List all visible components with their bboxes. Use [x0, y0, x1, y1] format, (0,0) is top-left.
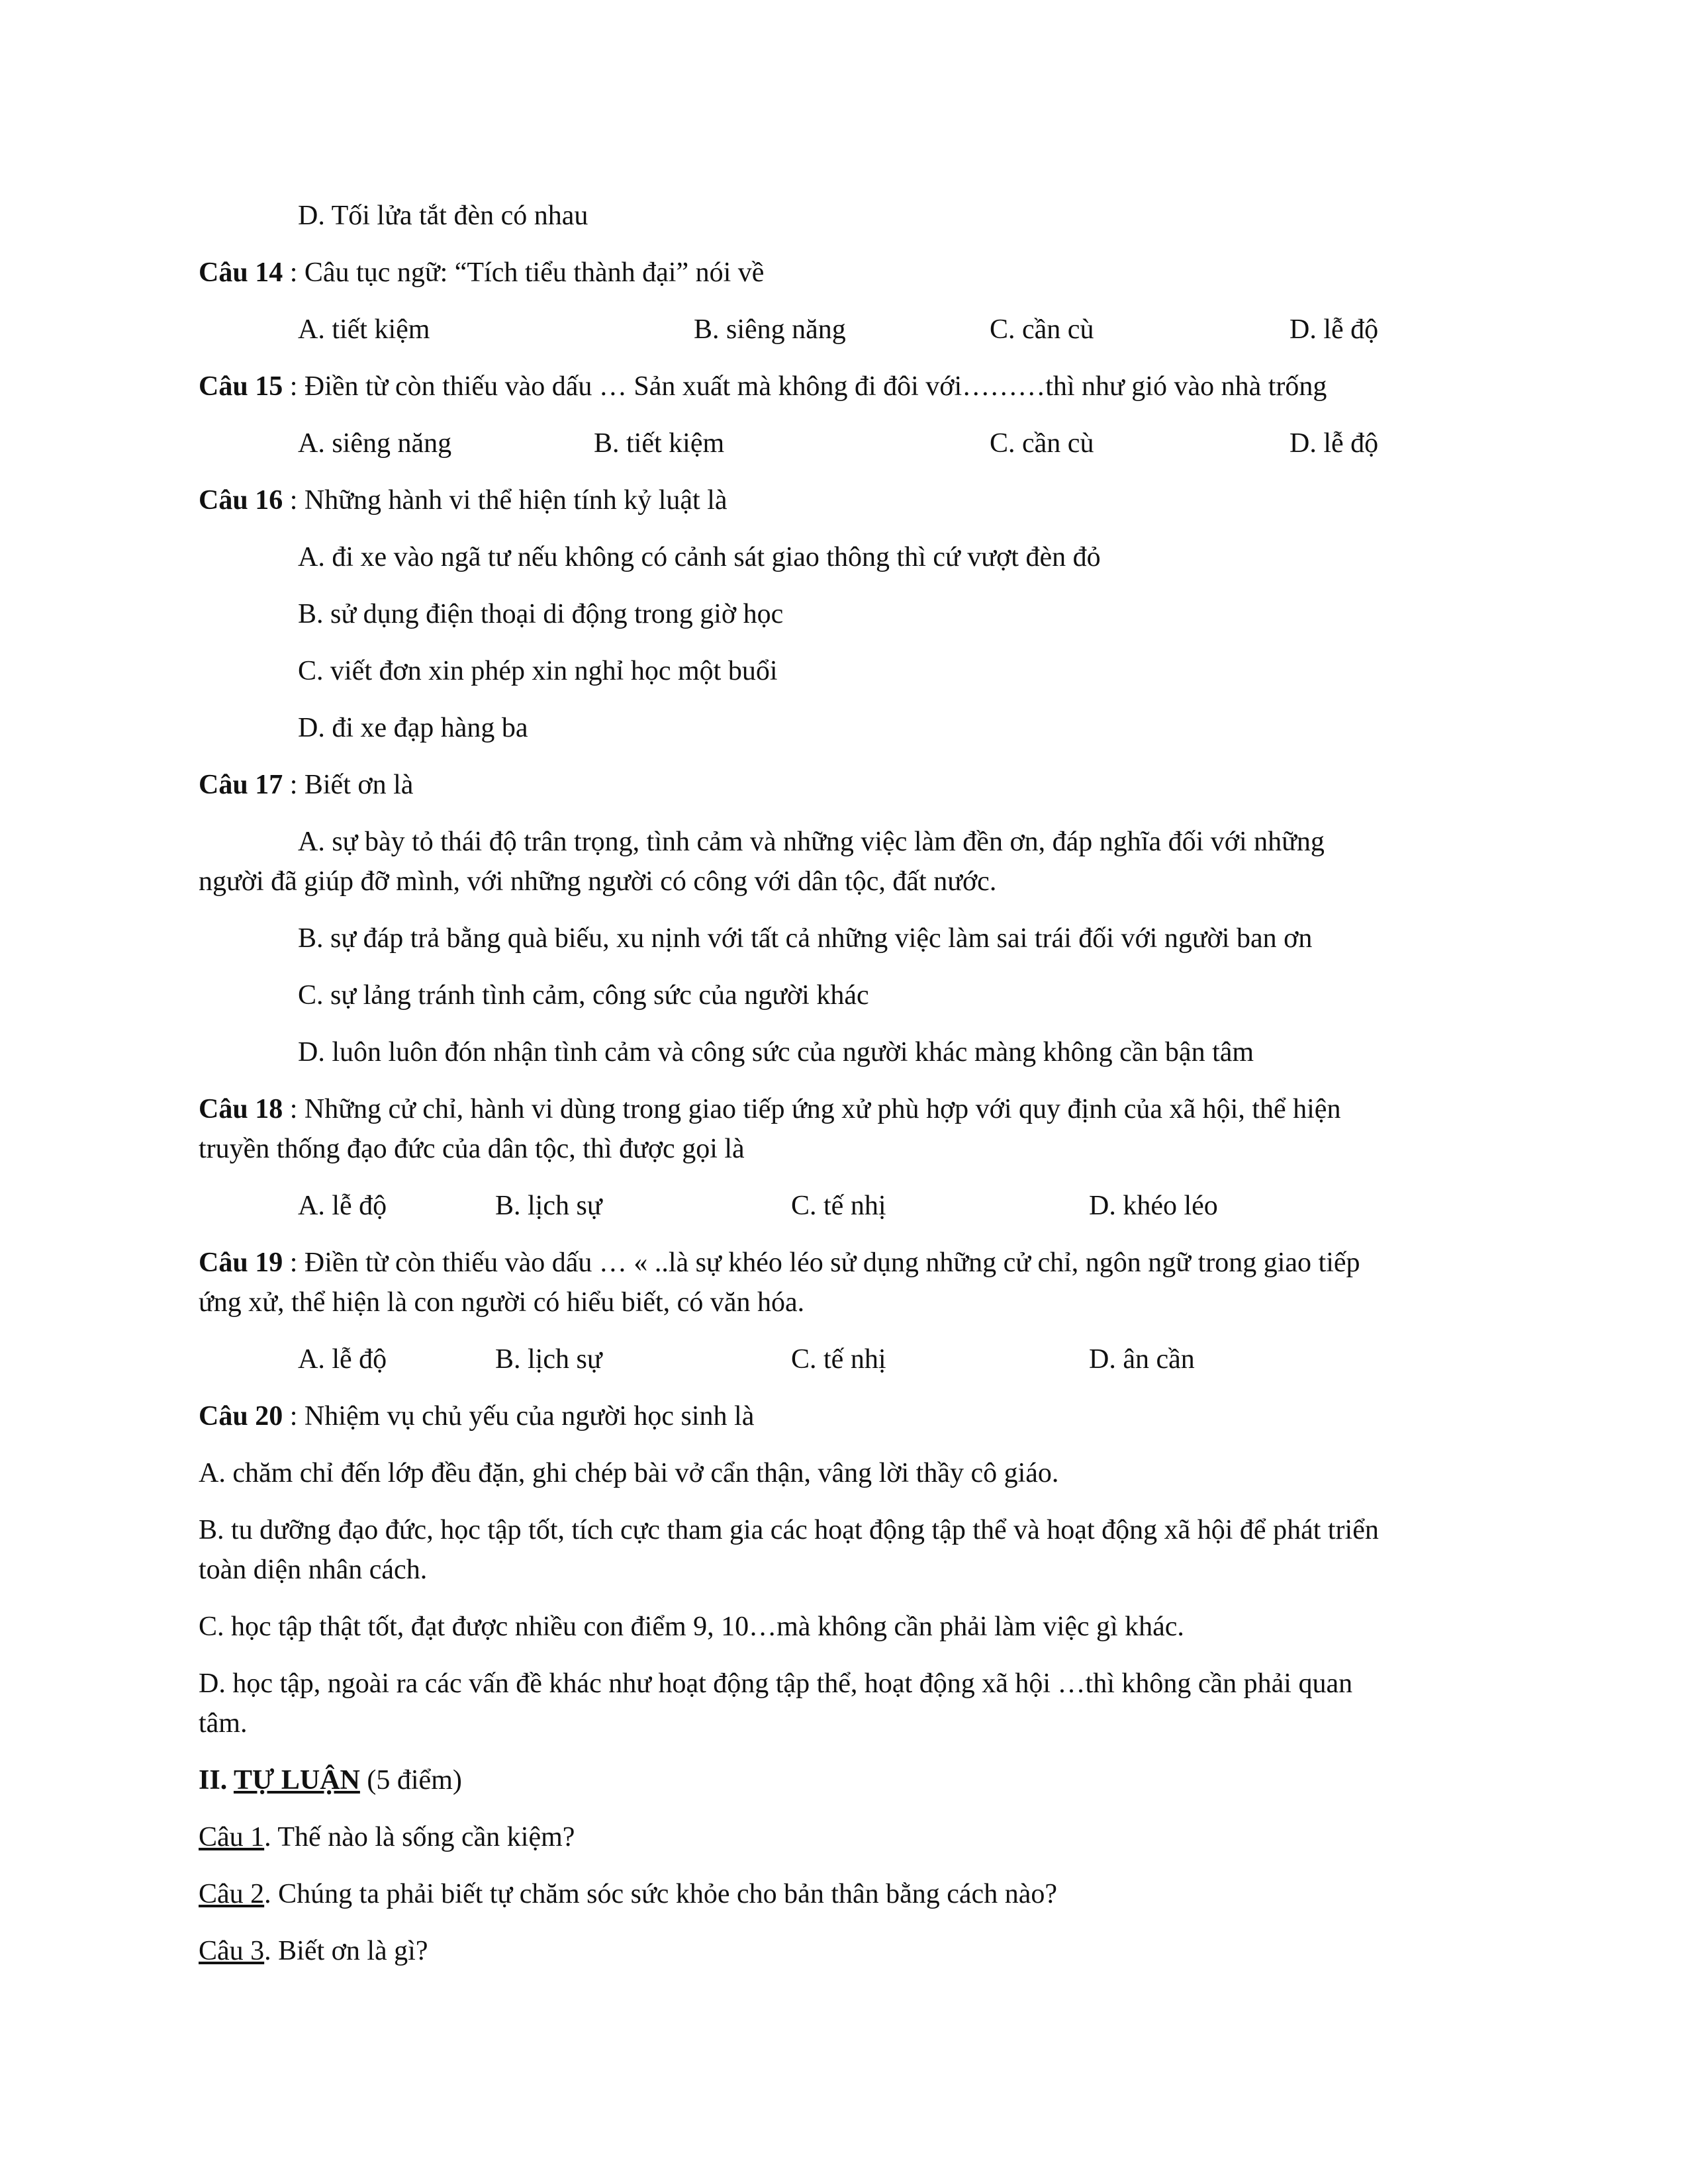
essay-question-3 [0, 1931, 1688, 1971]
q15-option-b: B. tiết kiệm [594, 428, 725, 459]
q17-option-b: B. sự đáp trả bằng quà biếu, xu nịnh với tất cả những việc làm sai trái đối với người ban ơn [298, 923, 1313, 954]
q15-option-d: D. lễ độ [1289, 428, 1379, 459]
q20-option-b-line2: toàn diện nhân cách. [199, 1555, 428, 1585]
q16-option-a: A. đi xe vào ngã tư nếu không có cảnh sát giao thông thì cứ vượt đèn đỏ [298, 542, 1101, 572]
q19-stem-line1 [0, 1243, 1688, 1283]
q17-option-a-line2: người đã giúp đỡ mình, với những người có công với dân tộc, đất nước. [199, 866, 997, 897]
q17-option-a-line1: A. sự bày tỏ thái độ trân trọng, tình cảm và những việc làm đền ơn, đáp nghĩa đối với những [298, 827, 1325, 857]
q14-option-b: B. siêng năng [694, 314, 846, 345]
q16-number: Câu 16 [199, 485, 283, 516]
q14-text: : Câu tục ngữ: “Tích tiểu thành đại” nói về [283, 257, 765, 288]
q19-text: : Điền từ còn thiếu vào dấu … « ..là sự khéo léo sử dụng những cử chỉ, ngôn ngữ trong giao tiếp [283, 1248, 1360, 1278]
q19-option-a: A. lễ độ [298, 1344, 387, 1375]
q18-stem-line2: truyền thống đạo đức của dân tộc, thì được gọi là [199, 1134, 745, 1164]
q17-option-c: C. sự lảng tránh tình cảm, công sức của người khác [298, 980, 869, 1011]
q15-option-c: C. cần cù [990, 428, 1094, 459]
q14-stem [0, 253, 1688, 293]
q18-option-d: D. khéo léo [1089, 1191, 1218, 1221]
q15-option-a: A. siêng năng [298, 428, 452, 459]
q18-option-a: A. lễ độ [298, 1191, 387, 1221]
q20-option-d-line2: tâm. [199, 1708, 248, 1739]
q17-stem [0, 765, 1688, 805]
essay-question-text: . Thế nào là sống cần kiệm? [264, 1822, 575, 1852]
essay-question-label: Câu 3 [199, 1936, 265, 1966]
q14-option-a: A. tiết kiệm [298, 314, 430, 345]
q17-option-d: D. luôn luôn đón nhận tình cảm và công sức của người khác màng không cần bận tâm [298, 1037, 1254, 1068]
q16-option-b: B. sử dụng điện thoại di động trong giờ học [298, 599, 784, 629]
q15-number: Câu 15 [199, 371, 283, 402]
section-points: (5 điểm) [359, 1765, 462, 1796]
section-heading [0, 1760, 1688, 1800]
q16-stem [0, 480, 1688, 520]
q19-number: Câu 19 [199, 1248, 283, 1278]
q20-option-b-line1: B. tu dưỡng đạo đức, học tập tốt, tích cực tham gia các hoạt động tập thể và hoạt động xã hội để phát triển [199, 1515, 1379, 1545]
q15-text: : Điền từ còn thiếu vào dấu … Sản xuất mà không đi đôi với………thì như gió vào nhà trống [283, 371, 1327, 402]
q19-stem-line2: ứng xử, thể hiện là con người có hiểu biết, có văn hóa. [199, 1287, 805, 1318]
q20-option-d-line1: D. học tập, ngoài ra các vấn đề khác như hoạt động tập thể, hoạt động xã hội …thì không cần phải quan [199, 1668, 1353, 1699]
q19-option-b: B. lịch sự [495, 1344, 602, 1375]
q15-stem [0, 367, 1688, 406]
section-title: TỰ LUẬN [233, 1765, 360, 1796]
q19-option-c: C. tế nhị [791, 1344, 886, 1375]
q18-number: Câu 18 [199, 1094, 283, 1124]
q14-number: Câu 14 [199, 257, 283, 288]
q20-number: Câu 20 [199, 1401, 283, 1432]
q18-option-c: C. tế nhị [791, 1191, 886, 1221]
q13-option-d: D. Tối lửa tắt đèn có nhau [298, 201, 588, 231]
essay-question-1 [0, 1817, 1688, 1857]
q19-option-d: D. ân cần [1089, 1344, 1195, 1375]
q18-stem-line1 [0, 1089, 1688, 1129]
essay-question-text: . Biết ơn là gì? [264, 1936, 428, 1966]
essay-question-label: Câu 1 [199, 1822, 265, 1852]
q14-option-d: D. lễ độ [1289, 314, 1379, 345]
q18-option-b: B. lịch sự [495, 1191, 602, 1221]
essay-question-2 [0, 1874, 1688, 1914]
essay-question-label: Câu 2 [199, 1879, 265, 1909]
q20-stem [0, 1396, 1688, 1436]
q14-option-c: C. cần cù [990, 314, 1094, 345]
q16-option-d: D. đi xe đạp hàng ba [298, 713, 528, 743]
q17-text: : Biết ơn là [283, 770, 414, 800]
q16-option-c: C. viết đơn xin phép xin nghỉ học một buổi [298, 656, 778, 686]
q20-option-a: A. chăm chỉ đến lớp đều đặn, ghi chép bài vở cẩn thận, vâng lời thầy cô giáo. [199, 1458, 1059, 1488]
section-number: II. [199, 1765, 234, 1796]
essay-question-text: . Chúng ta phải biết tự chăm sóc sức khỏe cho bản thân bằng cách nào? [264, 1879, 1057, 1909]
q20-text: : Nhiệm vụ chủ yếu của người học sinh là [283, 1401, 755, 1432]
q17-number: Câu 17 [199, 770, 283, 800]
q16-text: : Những hành vi thể hiện tính kỷ luật là [283, 485, 727, 516]
q20-option-c: C. học tập thật tốt, đạt được nhiều con điểm 9, 10…mà không cần phải làm việc gì khác. [199, 1612, 1184, 1642]
q18-text: : Những cử chỉ, hành vi dùng trong giao tiếp ứng xử phù hợp với quy định của xã hội, thể hiện [283, 1094, 1341, 1124]
